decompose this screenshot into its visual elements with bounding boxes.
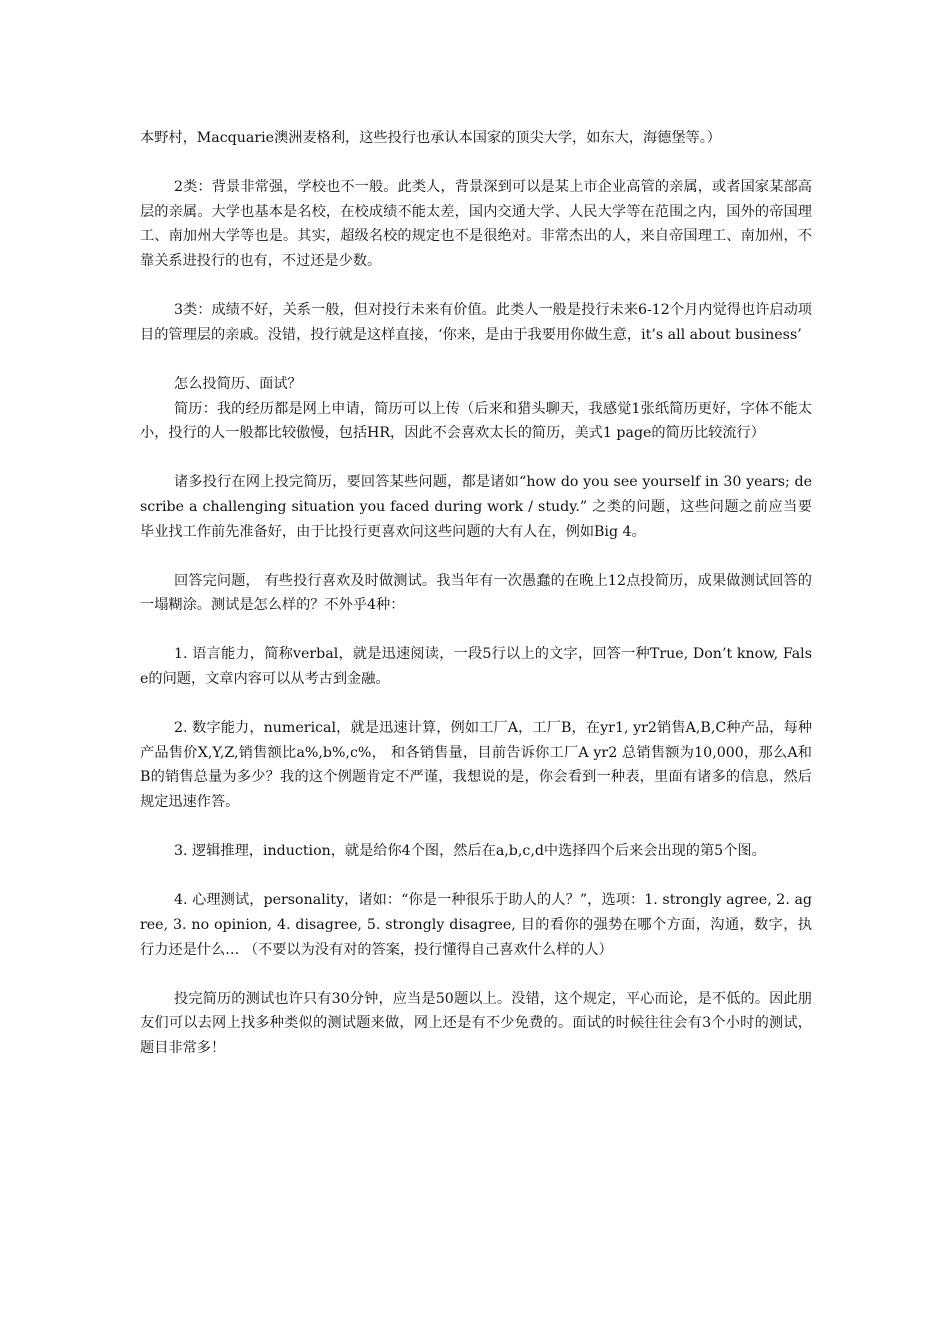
document-body bbox=[140, 126, 812, 1061]
list-item-numerical: 2. 数字能力，numerical，就是迅速计算，例如工厂A，工厂B，在yr1, yr2销售A,B,C种产品，每种产品售价X,Y,Z,销售额比a%,b%,c%， 和各销售量，目前告诉你工厂A yr2 总销售额为10,000，那么A和B的销售总量为多少？我的这个例题肯定不严谨，我想说的是，你会看到一种表，里面有诸多的信息，然后规定迅速作答。 bbox=[140, 720, 812, 811]
paragraph-category-2: 2类：背景非常强，学校也不一般。此类人，背景深到可以是某上市企业高管的亲属，或者国家某部高层的亲属。大学也基本是名校，在校成绩不能太差，国内交通大学、人民大学等在范围之内，国外的帝国理工、南加州大学等也是。其实，超级名校的规定也不是很绝对。非常杰出的人，来自帝国理工、南加州，不靠关系进投行的也有，不过还是少数。 bbox=[140, 179, 812, 269]
paragraph-test-summary: 投完简历的测试也许只有30分钟，应当是50题以上。没错，这个规定，平心而论，是不低的。因此朋友们可以去网上找多种类似的测试题来做，网上还是有不少免费的。面试的时候往往会有3个小时的测试，题目非常多！ bbox=[140, 990, 812, 1056]
paragraph-university-list-end: 本野村，Macquarie澳洲麦格利，这些投行也承认本国家的顶尖大学，如东大，海德堡等。） bbox=[140, 130, 721, 146]
list-item-induction: 3. 逻辑推理，induction，就是给你4个图，然后在a,b,c,d中选择四个后来会出现的第5个图。 bbox=[174, 843, 766, 860]
paragraph-gap bbox=[140, 864, 812, 889]
list-item-personality: 4. 心理测试，personality，诸如：“你是一种很乐于助人的人？”，选项：1. strongly agree, 2. agree, 3. no opinion, 4. disagree, 5. strongly disagree, 目的看你的强势在哪个方面，沟通，数字，执行力还是什么… （不要以为没有对的答案，投行懂得自己喜欢什么样的人） bbox=[140, 892, 812, 958]
paragraph-resume: 简历：我的经历都是网上申请，简历可以上传（后来和猎头聊天，我感觉1张纸简历更好，字体不能太小，投行的人一般都比较傲慢，包括HR，因此不会喜欢太长的简历，美式1 page的简历比较流行） bbox=[140, 400, 812, 442]
section-heading-resume-interview: 怎么投简历、面试？ bbox=[174, 375, 302, 392]
paragraph-online-questions: 诸多投行在网上投完简历，要回答某些问题，都是诸如“how do you see yourself in 30 years; describe a challenging situation you faced during work / study.” 之类的问题，这些问题之前应当要毕业找工作前先准备好，由于比投行更喜欢问这些问题的大有人在，例如Big 4。 bbox=[140, 474, 812, 540]
paragraph-gap bbox=[140, 692, 812, 717]
paragraph-gap bbox=[140, 815, 812, 840]
paragraph-category-3: 3类：成绩不好，关系一般，但对投行未来有价值。此类人一般是投行未来6-12个月内觉得也许启动项目的管理层的亲戚。没错，投行就是这样直接，‘你来，是由于我要用你做生意，it’s all about business’ bbox=[140, 302, 812, 343]
paragraph-gap bbox=[140, 962, 812, 987]
paragraph-gap bbox=[140, 347, 812, 372]
paragraph-gap bbox=[140, 544, 812, 569]
paragraph-gap bbox=[140, 446, 812, 471]
paragraph-gap bbox=[140, 151, 812, 176]
paragraph-tests-intro: 回答完问题， 有些投行喜欢及时做测试。我当年有一次愚蠢的在晚上12点投简历，成果做测试回答的一塌糊涂。测试是怎么样的？不外乎4种： bbox=[140, 572, 812, 614]
paragraph-gap bbox=[140, 274, 812, 299]
paragraph-gap bbox=[140, 618, 812, 643]
list-item-verbal: 1. 语言能力，简称verbal，就是迅速阅读，一段5行以上的文字，回答一种True, Don’t know, False的问题，文章内容可以从考古到金融。 bbox=[140, 646, 812, 688]
